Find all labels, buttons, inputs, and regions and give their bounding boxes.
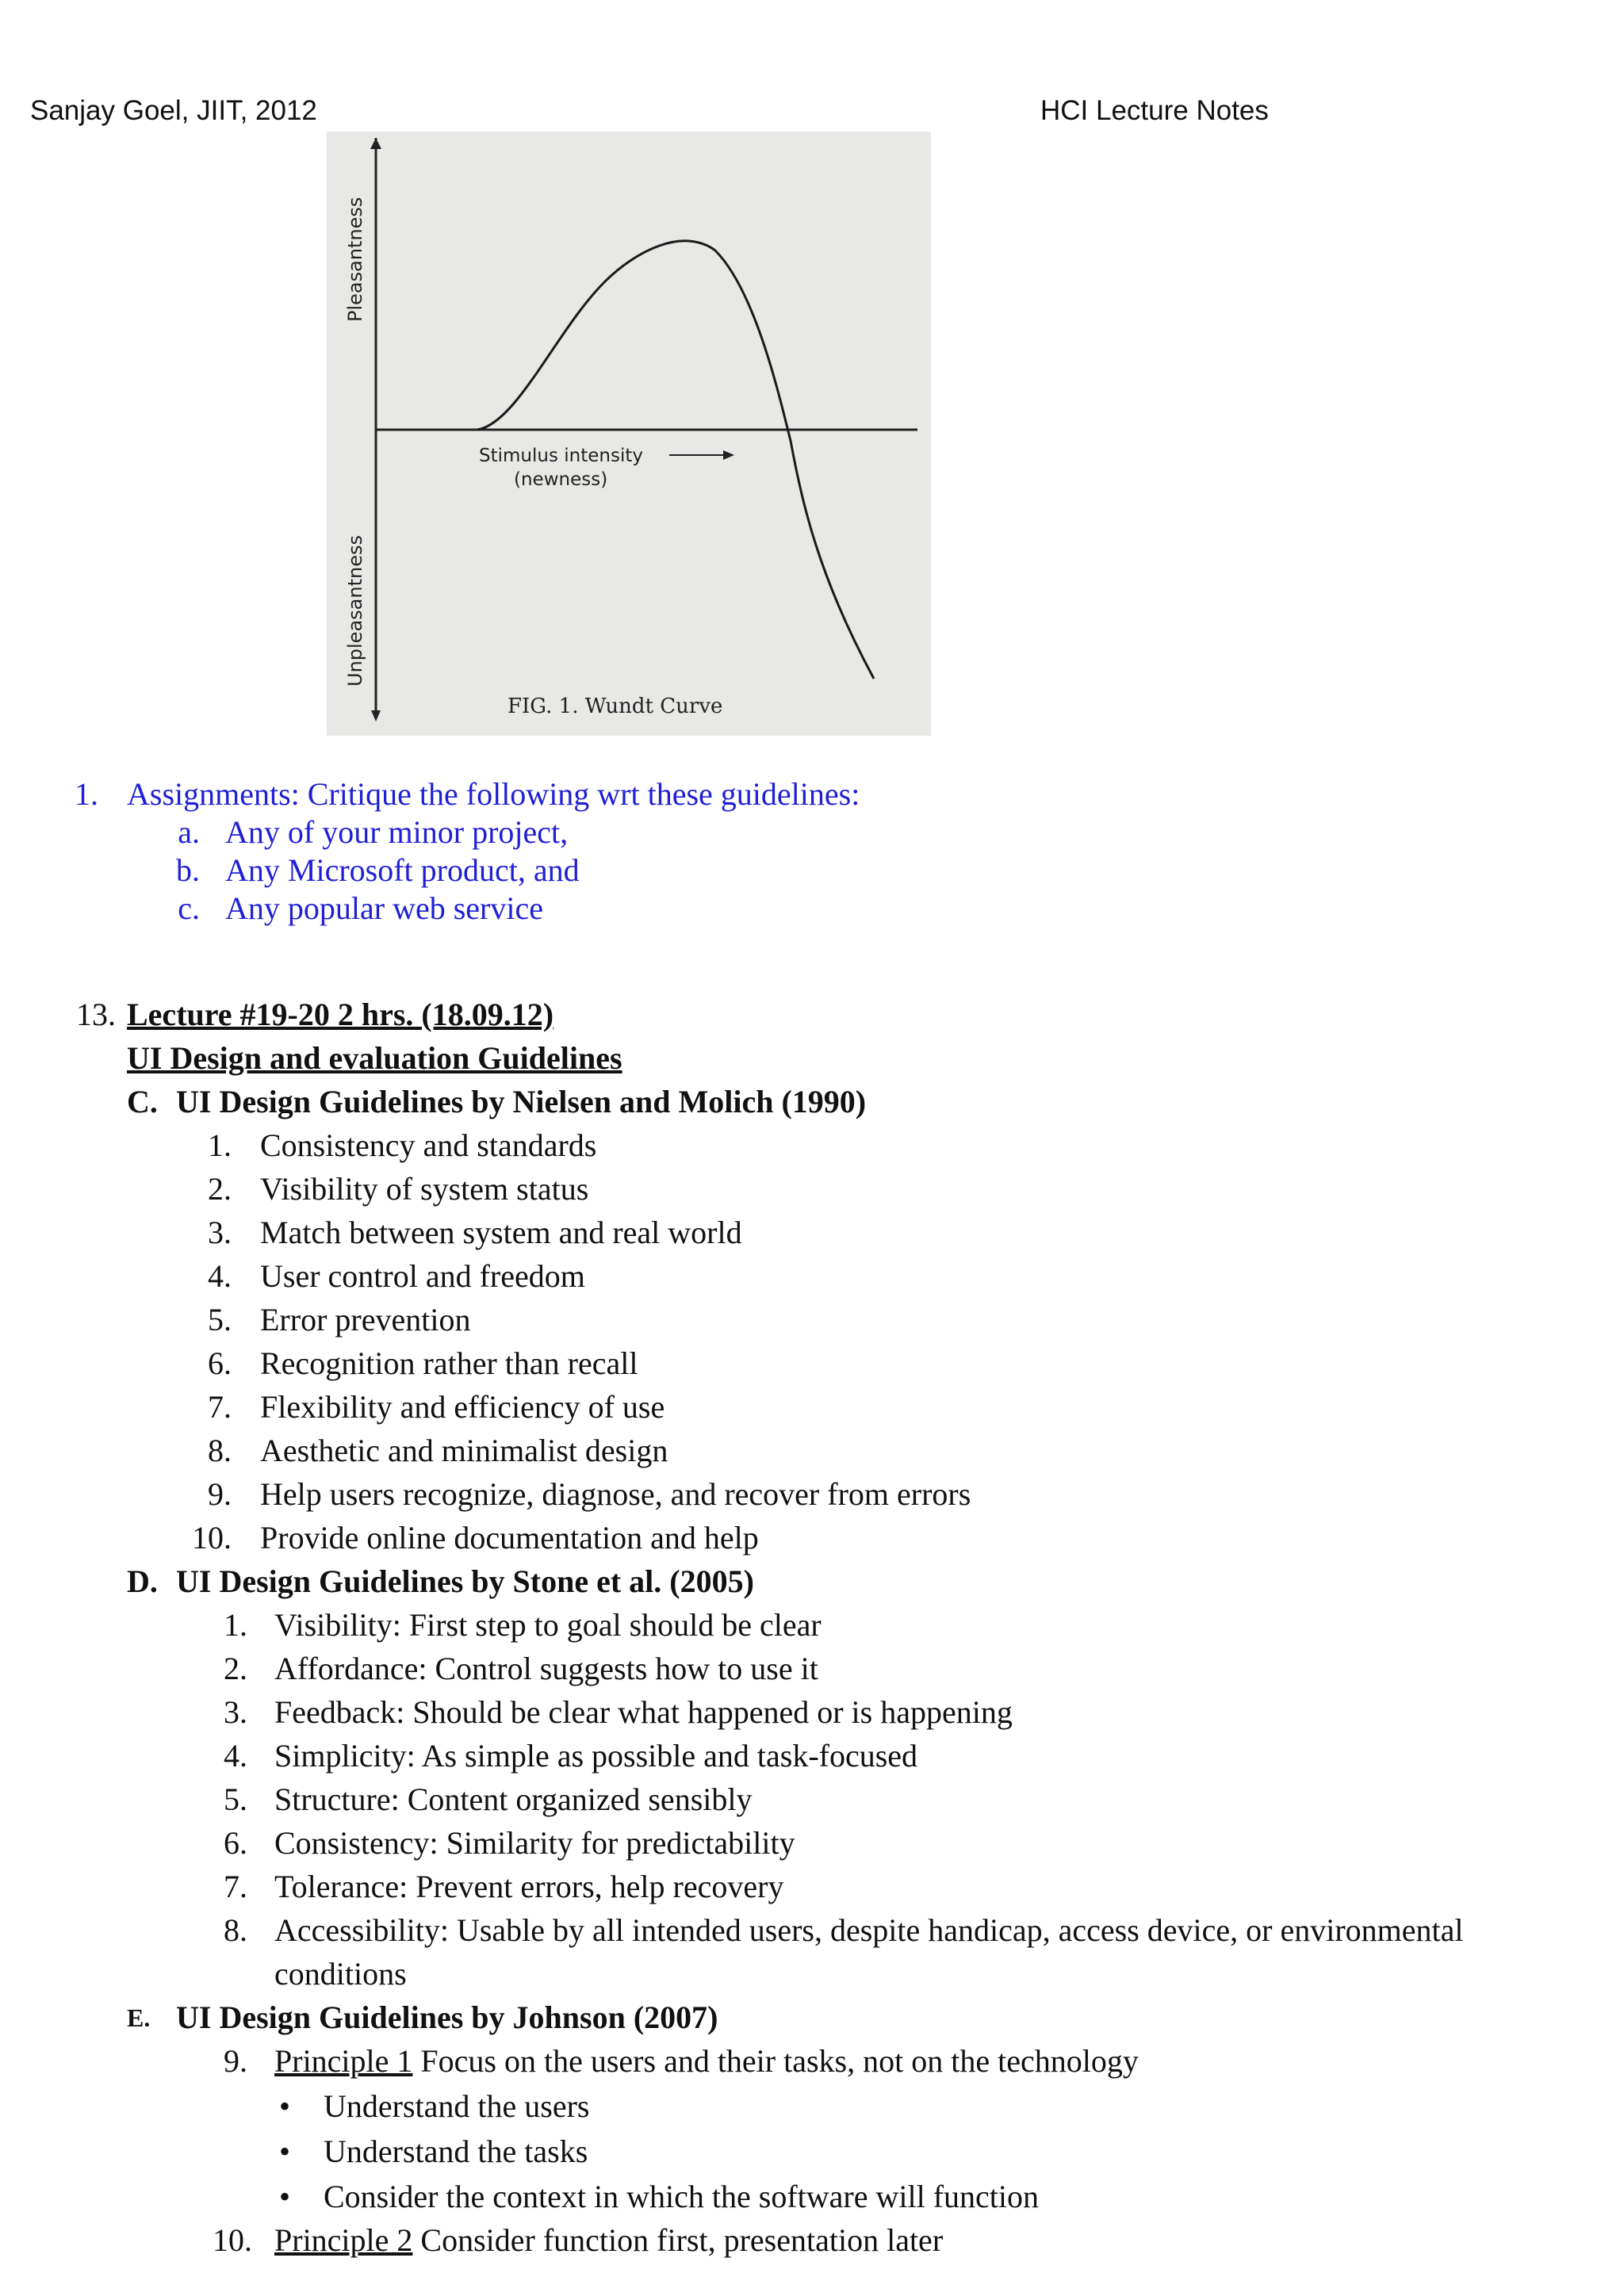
- principle-2-text: Consider function first, presentation later: [412, 2222, 944, 2258]
- list-item-text: Structure: Content organized sensibly: [274, 1781, 753, 1817]
- list-number: 6.: [208, 1345, 232, 1381]
- bullet-text: Consider the context in which the software will function: [324, 2179, 1040, 2214]
- list-number: 5.: [224, 1781, 247, 1817]
- assignment-title: Assignments: Critique the following wrt these guidelines:: [127, 776, 860, 812]
- list-number: 6.: [224, 1825, 247, 1861]
- x-label-arrow-head: [723, 450, 734, 460]
- list-number: 10.: [213, 2222, 252, 2258]
- list-number: 2.: [224, 1651, 247, 1686]
- list-number: 4.: [224, 1738, 247, 1774]
- list-item-text: Tolerance: Prevent errors, help recovery: [274, 1869, 784, 1904]
- section-c-marker: C.: [127, 1084, 158, 1119]
- wundt-curve-figure: [327, 132, 931, 736]
- principle-2-label: Principle 2: [274, 2222, 413, 2258]
- list-number: 4.: [208, 1258, 232, 1294]
- y-label-unpleasantness: Unpleasantness: [344, 535, 366, 687]
- section-e-title: UI Design Guidelines by Johnson (2007): [176, 1999, 718, 2035]
- wundt-curve-svg: [327, 132, 931, 736]
- assignment-number: 1.: [75, 776, 98, 812]
- list-marker: b.: [176, 852, 200, 888]
- list-item-text: Match between system and real world: [260, 1215, 742, 1250]
- list-marker: c.: [178, 890, 200, 926]
- list-number: 3.: [208, 1215, 232, 1250]
- list-number: 3.: [224, 1694, 247, 1730]
- lecture-subtitle: UI Design and evaluation Guidelines: [127, 1040, 622, 1076]
- y-axis-arrow-up: [370, 138, 381, 149]
- list-item-text: Visibility of system status: [260, 1171, 589, 1207]
- y-label-pleasantness: Pleasantness: [344, 197, 366, 322]
- list-item-text: User control and freedom: [260, 1258, 585, 1294]
- list-number: 1.: [224, 1607, 247, 1643]
- list-item-text: Error prevention: [260, 1302, 471, 1337]
- header-course: HCI Lecture Notes: [1040, 95, 1269, 126]
- list-number: 2.: [208, 1171, 232, 1207]
- list-item-text: Recognition rather than recall: [260, 1345, 638, 1381]
- list-number: 9.: [208, 1476, 232, 1512]
- section-c-title: UI Design Guidelines by Nielsen and Molich (1990): [176, 1084, 867, 1119]
- list-item-text: Feedback: Should be clear what happened or is happening: [274, 1694, 1013, 1730]
- list-item-text: Aesthetic and minimalist design: [260, 1433, 668, 1468]
- list-number: 8.: [224, 1912, 247, 1948]
- principle-1-text: Focus on the users and their tasks, not on the technology: [412, 2043, 1139, 2079]
- list-number: 1.: [208, 1127, 232, 1163]
- list-item-text: Flexibility and efficiency of use: [260, 1389, 665, 1425]
- y-axis-arrow-down: [371, 710, 381, 721]
- list-number: 9.: [224, 2043, 247, 2079]
- list-item-text: Simplicity: As simple as possible and task-focused: [274, 1738, 918, 1774]
- list-number: 10.: [192, 1520, 232, 1556]
- bullet-icon: •: [279, 2133, 291, 2169]
- list-item-text: Help users recognize, diagnose, and recover from errors: [260, 1476, 971, 1512]
- list-item-text: Accessibility: Usable by all intended users, despite handicap, access device, or environmental: [274, 1912, 1464, 1948]
- list-number: 7.: [224, 1869, 247, 1904]
- list-number: 5.: [208, 1302, 232, 1337]
- list-item-text: Any Microsoft product, and: [225, 852, 580, 888]
- list-item-text: Visibility: First step to goal should be clear: [274, 1607, 822, 1643]
- lecture-title: Lecture #19-20 2 hrs. (18.09.12): [127, 997, 554, 1032]
- list-marker: a.: [178, 814, 200, 850]
- list-item-text: Consistency: Similarity for predictability: [274, 1825, 795, 1861]
- principle-1-label: Principle 1: [274, 2043, 413, 2079]
- x-label-stimulus: Stimulus intensity: [479, 446, 643, 466]
- list-item-text: Any popular web service: [225, 890, 543, 926]
- list-item-text: Provide online documentation and help: [260, 1520, 759, 1556]
- list-item-text: Consistency and standards: [260, 1127, 597, 1163]
- section-e-marker: E.: [127, 2003, 151, 2032]
- list-item-text: Affordance: Control suggests how to use it: [274, 1651, 818, 1686]
- list-item-text: Any of your minor project,: [225, 814, 569, 850]
- lecture-number: 13.: [76, 997, 116, 1032]
- section-d-marker: D.: [127, 1563, 158, 1599]
- bullet-text: Understand the users: [324, 2088, 590, 2124]
- bullet-icon: •: [279, 2179, 291, 2214]
- section-d-title: UI Design Guidelines by Stone et al. (2005): [176, 1563, 754, 1599]
- list-item-text: conditions: [274, 1956, 407, 1992]
- x-label-newness: (newness): [514, 469, 608, 490]
- bullet-icon: •: [279, 2088, 291, 2124]
- header-author: Sanjay Goel, JIIT, 2012: [30, 95, 317, 126]
- list-number: 7.: [208, 1389, 232, 1425]
- figure-caption: FIG. 1. Wundt Curve: [508, 695, 723, 718]
- principle-1-line: [274, 2042, 1139, 2080]
- bullet-text: Understand the tasks: [324, 2133, 588, 2169]
- principle-2-line: [274, 2221, 943, 2260]
- list-number: 8.: [208, 1433, 232, 1468]
